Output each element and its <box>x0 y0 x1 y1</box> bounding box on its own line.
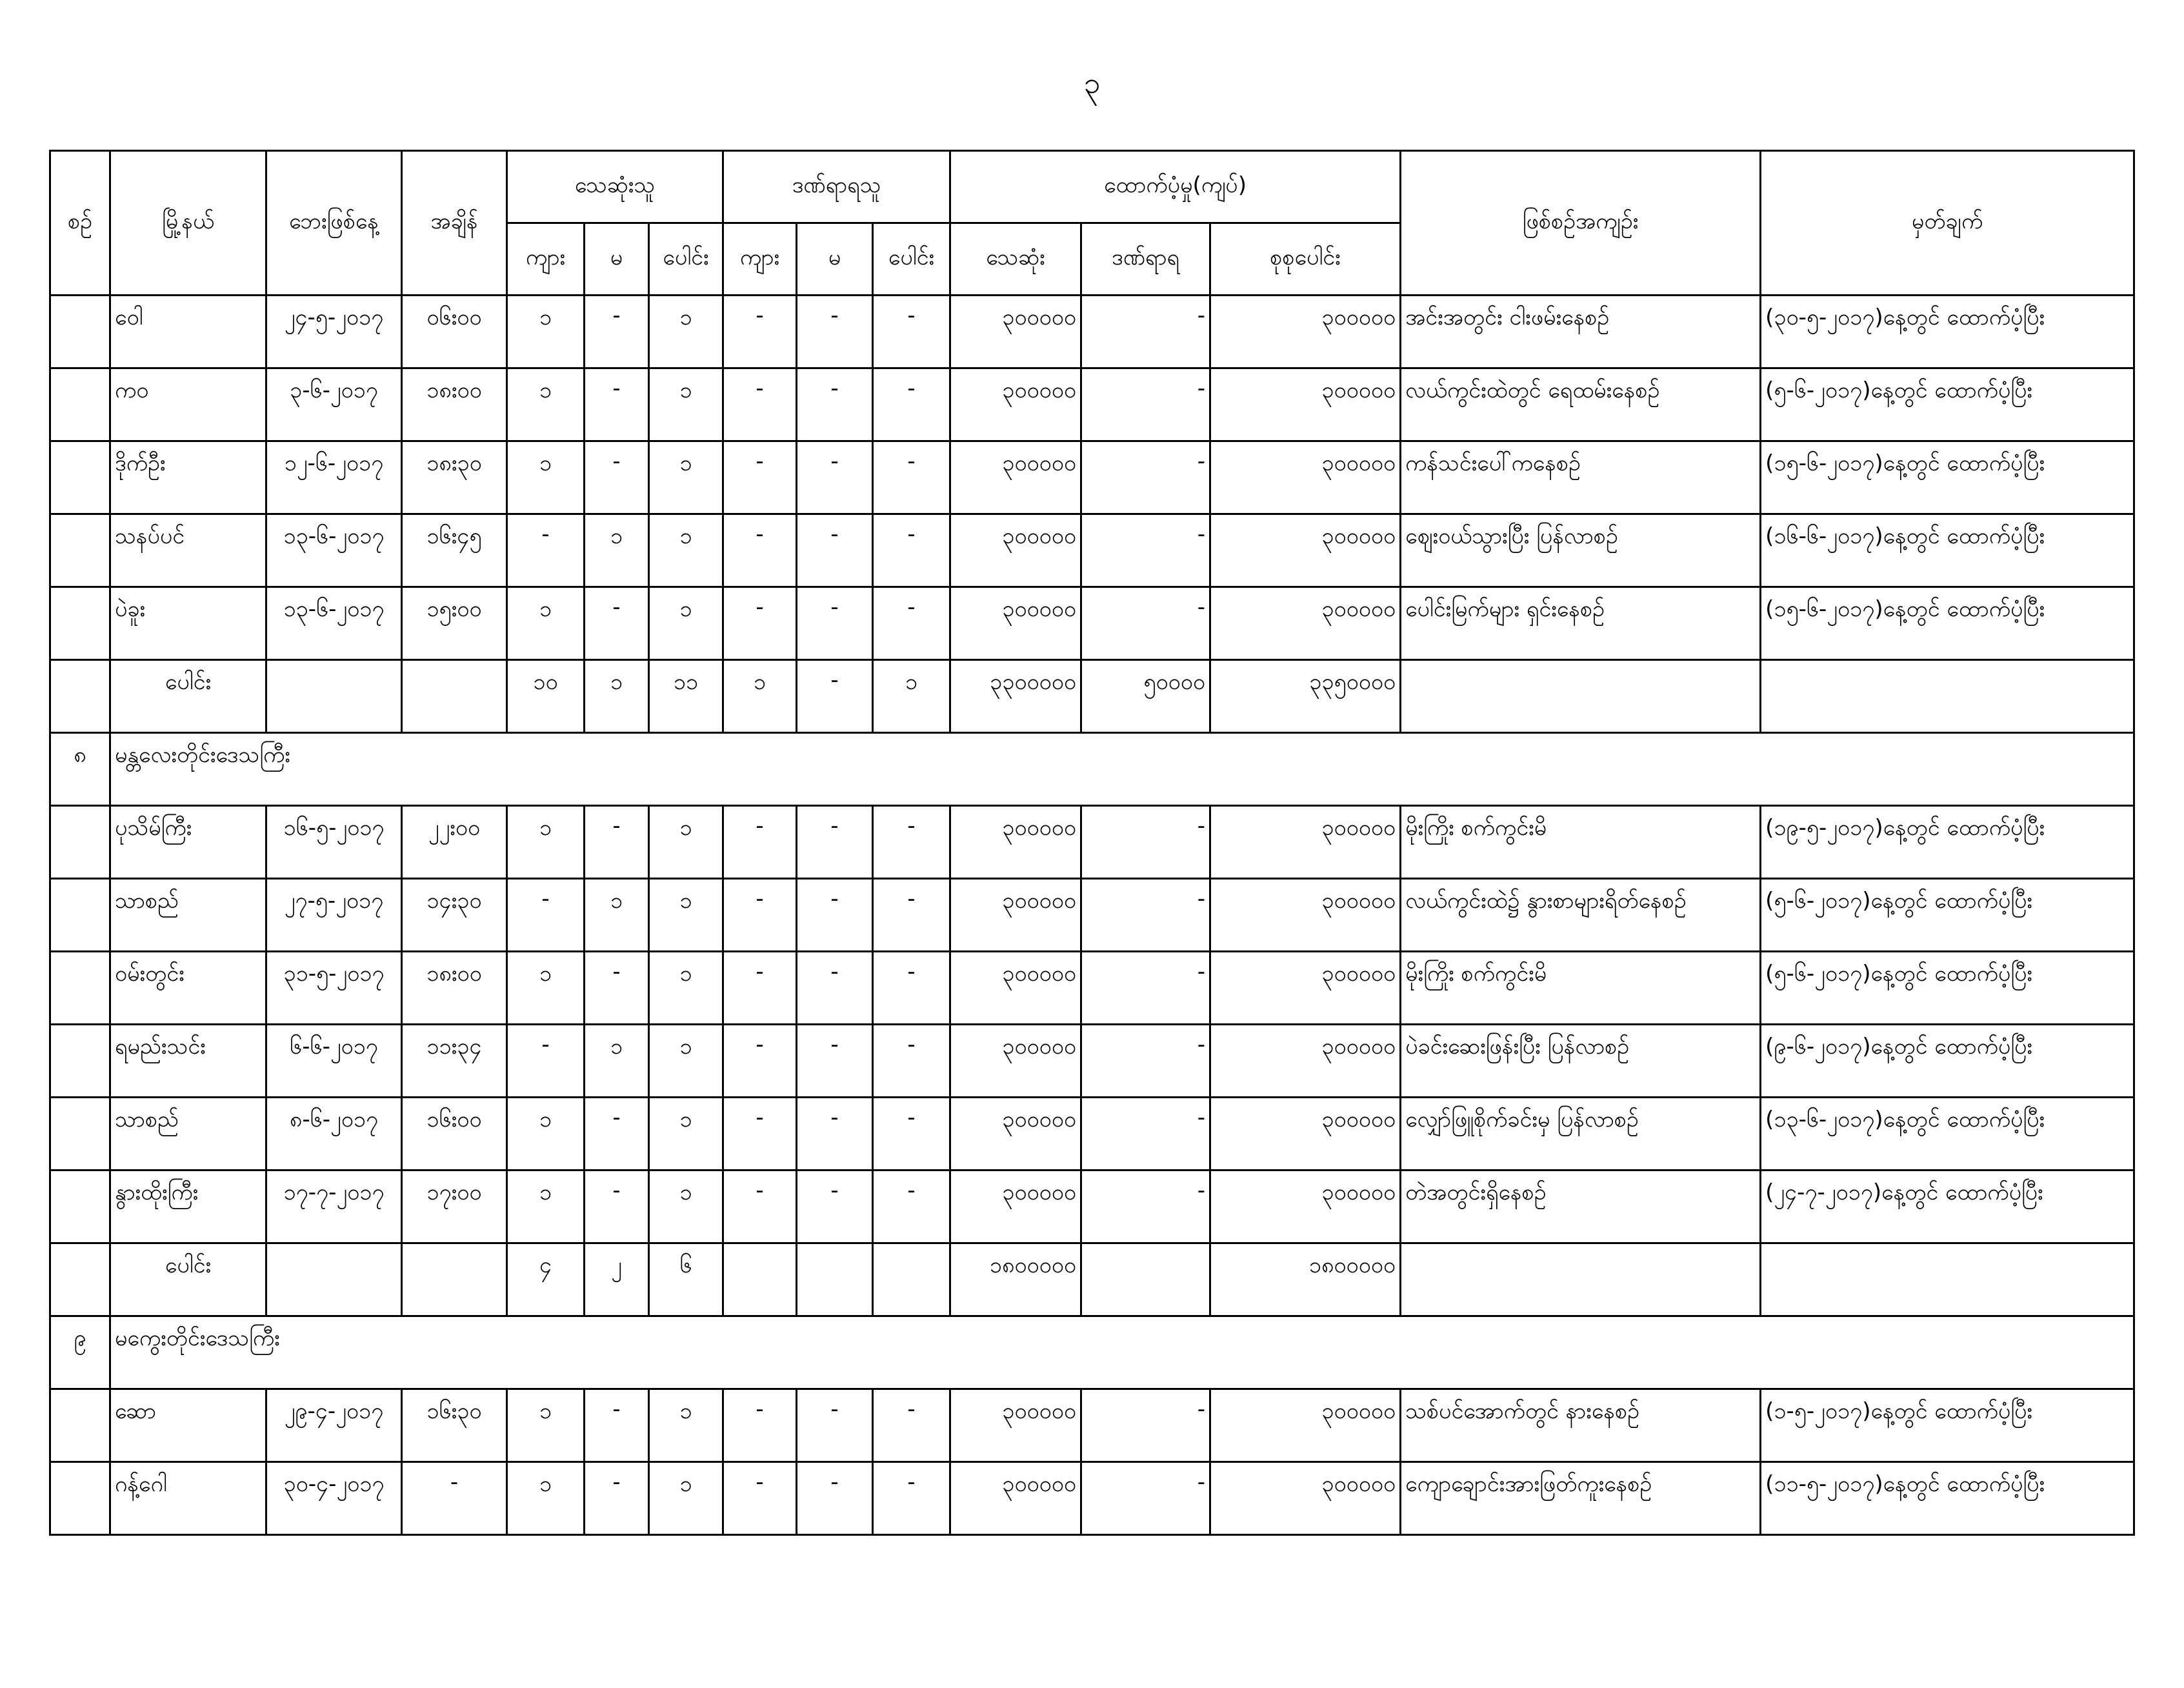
aid-total-cell: ၃၀၀၀၀၀ <box>1210 514 1401 587</box>
header-aid-total: စုစုပေါင်း <box>1210 223 1401 296</box>
aid-dead-total: ၁၈၀၀၀၀၀ <box>950 1243 1081 1316</box>
aid-dead-cell: ၃၀၀၀၀၀ <box>950 514 1081 587</box>
township-cell: ပုသိမ်ကြီး <box>110 806 266 879</box>
header-injured-female: မ <box>797 223 873 296</box>
injured-total-cell: - <box>873 1389 950 1462</box>
dead-total-cell: ၁ <box>649 368 723 441</box>
cause-cell: ဈေးဝယ်သွားပြီး ပြန်လာစဥ် <box>1401 514 1761 587</box>
header-dead-male: ကျား <box>507 223 585 296</box>
remark-cell <box>1761 1243 2134 1316</box>
injured-male-total <box>723 1243 797 1316</box>
time-cell: ၁၆း၀၀ <box>402 1098 507 1171</box>
date-cell <box>266 1243 402 1316</box>
date-cell: ၃၀-၄-၂၀၁၇ <box>266 1462 402 1535</box>
cause-cell: မိုးကြိုး စက်ကွင်းမိ <box>1401 952 1761 1025</box>
township-cell: သနပ်ပင် <box>110 514 266 587</box>
dead-total-cell: ၁ <box>649 1098 723 1171</box>
injured-female-cell: - <box>797 1462 873 1535</box>
header-cause: ဖြစ်စဥ်အကျဥ်း <box>1401 151 1761 296</box>
header-aid-injured: ဒဏ်ရာရ <box>1081 223 1210 296</box>
table-row <box>50 806 2134 879</box>
serial-cell <box>50 1462 110 1535</box>
aid-total-cell: ၃၀၀၀၀၀ <box>1210 952 1401 1025</box>
injured-male-cell: - <box>723 879 797 952</box>
injured-total-total: ၁ <box>873 660 950 733</box>
serial-cell <box>50 879 110 952</box>
serial-cell <box>50 296 110 368</box>
cause-cell: ကန်သင်းပေါ်ကနေစဥ် <box>1401 441 1761 514</box>
injured-male-cell: - <box>723 1462 797 1535</box>
date-cell: ၃၁-၅-၂၀၁၇ <box>266 952 402 1025</box>
remark-cell: (၁၆-၆-၂၀၁၇)နေ့တွင် ထောက်ပံ့ပြီး <box>1761 514 2134 587</box>
serial-cell <box>50 514 110 587</box>
serial-cell <box>50 1098 110 1171</box>
date-cell: ၃-၆-၂၀၁၇ <box>266 368 402 441</box>
township-cell: ဝေါ <box>110 296 266 368</box>
injured-female-cell: - <box>797 806 873 879</box>
header-serial: စဥ် <box>50 151 110 296</box>
township-cell: ဒိုက်ဦး <box>110 441 266 514</box>
injured-total-cell: - <box>873 806 950 879</box>
injured-male-cell: - <box>723 952 797 1025</box>
dead-female-total: ၂ <box>585 1243 649 1316</box>
township-cell: သာစည် <box>110 1098 266 1171</box>
injured-total-cell: - <box>873 952 950 1025</box>
injured-male-cell: - <box>723 1171 797 1243</box>
aid-injured-cell: - <box>1081 1171 1210 1243</box>
injured-male-cell: - <box>723 806 797 879</box>
table-row <box>50 879 2134 952</box>
remark-cell: (၅-၆-၂၀၁၇)နေ့တွင် ထောက်ပံ့ပြီး <box>1761 368 2134 441</box>
injured-female-cell: - <box>797 952 873 1025</box>
dead-female-cell: ၁ <box>585 1025 649 1098</box>
aid-dead-cell: ၃၀၀၀၀၀ <box>950 296 1081 368</box>
dead-total-cell: ၁ <box>649 879 723 952</box>
dead-female-cell: - <box>585 952 649 1025</box>
date-cell: ၁၃-၆-၂၀၁၇ <box>266 514 402 587</box>
remark-cell: (၅-၆-၂၀၁၇)နေ့တွင် ထောက်ပံ့ပြီး <box>1761 879 2134 952</box>
time-cell: ၁၄း၃၀ <box>402 879 507 952</box>
cause-cell: လယ်ကွင်းထဲ၌ နွားစာများရိတ်နေစဥ် <box>1401 879 1761 952</box>
serial-cell <box>50 806 110 879</box>
aid-dead-cell: ၃၀၀၀၀၀ <box>950 806 1081 879</box>
aid-injured-cell: - <box>1081 368 1210 441</box>
injured-total-cell: - <box>873 879 950 952</box>
header-dead-total: ပေါင်း <box>649 223 723 296</box>
region-header-row <box>50 1316 2134 1389</box>
dead-female-cell: - <box>585 806 649 879</box>
date-cell: ၂၄-၅-၂၀၁၇ <box>266 296 402 368</box>
injured-total-total <box>873 1243 950 1316</box>
aid-dead-cell: ၃၀၀၀၀၀ <box>950 587 1081 660</box>
aid-injured-cell: - <box>1081 879 1210 952</box>
date-cell: ၁၃-၆-၂၀၁၇ <box>266 587 402 660</box>
dead-female-cell: - <box>585 441 649 514</box>
page-number: ၃ <box>1083 65 1101 100</box>
township-cell: ဂန့်ဂေါ <box>110 1462 266 1535</box>
dead-female-cell: - <box>585 296 649 368</box>
aid-dead-cell: ၃၀၀၀၀၀ <box>950 441 1081 514</box>
aid-dead-cell: ၃၀၀၀၀၀ <box>950 1098 1081 1171</box>
time-cell <box>402 660 507 733</box>
date-cell: ၁၇-၇-၂၀၁၇ <box>266 1171 402 1243</box>
table-row <box>50 952 2134 1025</box>
header-date: ဘေးဖြစ်နေ့ <box>266 151 402 296</box>
table-row <box>50 1462 2134 1535</box>
dead-total-cell: ၁ <box>649 441 723 514</box>
injured-male-cell: - <box>723 368 797 441</box>
injured-male-cell: - <box>723 1389 797 1462</box>
date-cell: ၂၇-၅-၂၀၁၇ <box>266 879 402 952</box>
aid-total-cell: ၃၀၀၀၀၀ <box>1210 296 1401 368</box>
dead-female-cell: - <box>585 368 649 441</box>
injured-total-cell: - <box>873 368 950 441</box>
remark-cell: (၁၁-၅-၂၀၁၇)နေ့တွင် ထောက်ပံ့ပြီး <box>1761 1462 2134 1535</box>
dead-total-total: ၁၁ <box>649 660 723 733</box>
aid-total-cell: ၃၀၀၀၀၀ <box>1210 1025 1401 1098</box>
time-cell <box>402 1243 507 1316</box>
dead-male-cell: ၁ <box>507 806 585 879</box>
remark-cell: (၁၃-၆-၂၀၁၇)နေ့တွင် ထောက်ပံ့ပြီး <box>1761 1098 2134 1171</box>
cause-cell: ကျောချောင်းအားဖြတ်ကူးနေစဥ် <box>1401 1462 1761 1535</box>
disaster-report-table <box>49 150 2135 1536</box>
serial-cell <box>50 587 110 660</box>
cause-cell: လျှော်ဖြူစိုက်ခင်းမှ ပြန်လာစဥ် <box>1401 1098 1761 1171</box>
table-row <box>50 296 2134 368</box>
injured-female-cell: - <box>797 441 873 514</box>
dead-male-cell: ၁ <box>507 587 585 660</box>
township-cell: ဝမ်းတွင်း <box>110 952 266 1025</box>
date-cell: ၈-၆-၂၀၁၇ <box>266 1098 402 1171</box>
table-row <box>50 587 2134 660</box>
table-row <box>50 1025 2134 1098</box>
injured-male-cell: - <box>723 514 797 587</box>
aid-injured-cell: - <box>1081 514 1210 587</box>
dead-male-cell: ၁ <box>507 1098 585 1171</box>
date-cell <box>266 660 402 733</box>
table-row <box>50 441 2134 514</box>
time-cell: ၂၂း၀၀ <box>402 806 507 879</box>
remark-cell: (၉-၆-၂၀၁၇)နေ့တွင် ထောက်ပံ့ပြီး <box>1761 1025 2134 1098</box>
injured-male-cell: - <box>723 296 797 368</box>
remark-cell: (၁-၅-၂၀၁၇)နေ့တွင် ထောက်ပံ့ပြီး <box>1761 1389 2134 1462</box>
time-cell: ၁၈း၃၀ <box>402 441 507 514</box>
injured-female-cell: - <box>797 514 873 587</box>
cause-cell: တဲအတွင်းရှိနေစဥ် <box>1401 1171 1761 1243</box>
dead-female-cell: - <box>585 1098 649 1171</box>
dead-total-cell: ၁ <box>649 1462 723 1535</box>
remark-cell <box>1761 660 2134 733</box>
township-cell: နွားထိုးကြီး <box>110 1171 266 1243</box>
remark-cell: (၁၅-၆-၂၀၁၇)နေ့တွင် ထောက်ပံ့ပြီး <box>1761 441 2134 514</box>
header-injured: ဒဏ်ရာရသူ <box>723 151 950 223</box>
header-township: မြို့နယ် <box>110 151 266 296</box>
header-aid-dead: သေဆုံး <box>950 223 1081 296</box>
time-cell: ၁၁း၃၄ <box>402 1025 507 1098</box>
dead-male-cell: ၁ <box>507 952 585 1025</box>
aid-dead-total: ၃၃၀၀၀၀၀ <box>950 660 1081 733</box>
table-body <box>50 296 2134 1535</box>
aid-injured-cell: - <box>1081 587 1210 660</box>
remark-cell: (၅-၆-၂၀၁၇)နေ့တွင် ထောက်ပံ့ပြီး <box>1761 952 2134 1025</box>
time-cell: ၁၆း၃၀ <box>402 1389 507 1462</box>
injured-male-cell: - <box>723 587 797 660</box>
serial-cell <box>50 1243 110 1316</box>
serial-cell <box>50 1171 110 1243</box>
aid-dead-cell: ၃၀၀၀၀၀ <box>950 368 1081 441</box>
injured-total-cell: - <box>873 514 950 587</box>
dead-total-cell: ၁ <box>649 514 723 587</box>
injured-female-cell: - <box>797 296 873 368</box>
injured-female-cell: - <box>797 1171 873 1243</box>
injured-total-cell: - <box>873 587 950 660</box>
cause-cell: သစ်ပင်အောက်တွင် နားနေစဥ် <box>1401 1389 1761 1462</box>
aid-grand-total: ၃၃၅၀၀၀၀ <box>1210 660 1401 733</box>
aid-total-cell: ၃၀၀၀၀၀ <box>1210 806 1401 879</box>
dead-female-cell: ၁ <box>585 879 649 952</box>
dead-total-cell: ၁ <box>649 296 723 368</box>
total-label: ပေါင်း <box>110 1243 266 1316</box>
date-cell: ၁၆-၅-၂၀၁၇ <box>266 806 402 879</box>
region-number: ၈ <box>50 733 110 806</box>
aid-total-cell: ၃၀၀၀၀၀ <box>1210 1462 1401 1535</box>
remark-cell: (၁၉-၅-၂၀၁၇)နေ့တွင် ထောက်ပံ့ပြီး <box>1761 806 2134 879</box>
header-injured-total: ပေါင်း <box>873 223 950 296</box>
serial-cell <box>50 368 110 441</box>
injured-female-cell: - <box>797 1025 873 1098</box>
aid-dead-cell: ၃၀၀၀၀၀ <box>950 952 1081 1025</box>
serial-cell <box>50 1389 110 1462</box>
injured-total-cell: - <box>873 441 950 514</box>
aid-injured-cell: - <box>1081 1462 1210 1535</box>
region-header-row <box>50 733 2134 806</box>
header-dead: သေဆုံးသူ <box>507 151 723 223</box>
injured-male-total: ၁ <box>723 660 797 733</box>
aid-total-cell: ၃၀၀၀၀၀ <box>1210 587 1401 660</box>
aid-injured-cell: - <box>1081 1098 1210 1171</box>
time-cell: - <box>402 1462 507 1535</box>
dead-total-total: ၆ <box>649 1243 723 1316</box>
dead-male-cell: - <box>507 1025 585 1098</box>
cause-cell: မိုးကြိုး စက်ကွင်းမိ <box>1401 806 1761 879</box>
cause-cell: ပဲခင်းဆေးဖြန်းပြီး ပြန်လာစဥ် <box>1401 1025 1761 1098</box>
cause-cell: လယ်ကွင်းထဲတွင် ရေထမ်းနေစဥ် <box>1401 368 1761 441</box>
remark-cell: (၂၄-၇-၂၀၁၇)နေ့တွင် ထောက်ပံ့ပြီး <box>1761 1171 2134 1243</box>
total-label: ပေါင်း <box>110 660 266 733</box>
township-cell: သာစည် <box>110 879 266 952</box>
injured-total-cell: - <box>873 1171 950 1243</box>
aid-total-cell: ၃၀၀၀၀၀ <box>1210 1171 1401 1243</box>
table-row <box>50 368 2134 441</box>
dead-total-cell: ၁ <box>649 1389 723 1462</box>
aid-injured-cell: - <box>1081 296 1210 368</box>
cause-cell: ပေါင်းမြက်များ ရှင်းနေစဥ် <box>1401 587 1761 660</box>
region-name: မကွေးတိုင်းဒေသကြီး <box>110 1316 2134 1389</box>
injured-male-cell: - <box>723 1098 797 1171</box>
time-cell: ၁၇း၀၀ <box>402 1171 507 1243</box>
time-cell: ၁၅း၀၀ <box>402 587 507 660</box>
dead-male-cell: ၁ <box>507 296 585 368</box>
injured-male-cell: - <box>723 441 797 514</box>
aid-grand-total: ၁၈၀၀၀၀၀ <box>1210 1243 1401 1316</box>
dead-total-cell: ၁ <box>649 1025 723 1098</box>
dead-total-cell: ၁ <box>649 806 723 879</box>
dead-female-cell: - <box>585 1171 649 1243</box>
township-cell: ပဲခူး <box>110 587 266 660</box>
injured-female-cell: - <box>797 368 873 441</box>
dead-total-cell: ၁ <box>649 952 723 1025</box>
aid-dead-cell: ၃၀၀၀၀၀ <box>950 1025 1081 1098</box>
time-cell: ၁၈း၀၀ <box>402 368 507 441</box>
dead-male-cell: ၁ <box>507 1389 585 1462</box>
region-name: မန္တလေးတိုင်းဒေသကြီး <box>110 733 2134 806</box>
injured-female-cell: - <box>797 1098 873 1171</box>
serial-cell <box>50 660 110 733</box>
injured-total-cell: - <box>873 1025 950 1098</box>
date-cell: ၁၂-၆-၂၀၁၇ <box>266 441 402 514</box>
table-row <box>50 1389 2134 1462</box>
injured-female-total <box>797 1243 873 1316</box>
dead-male-cell: - <box>507 514 585 587</box>
dead-total-cell: ၁ <box>649 1171 723 1243</box>
aid-dead-cell: ၃၀၀၀၀၀ <box>950 1389 1081 1462</box>
aid-injured-cell: - <box>1081 1389 1210 1462</box>
dead-male-cell: ၁ <box>507 1462 585 1535</box>
injured-male-cell: - <box>723 1025 797 1098</box>
aid-total-cell: ၃၀၀၀၀၀ <box>1210 1389 1401 1462</box>
dead-male-total: ၄ <box>507 1243 585 1316</box>
header-remark: မှတ်ချက် <box>1761 151 2134 296</box>
dead-male-cell: ၁ <box>507 368 585 441</box>
cause-cell <box>1401 1243 1761 1316</box>
injured-total-cell: - <box>873 296 950 368</box>
subtotal-row <box>50 660 2134 733</box>
region-number: ၉ <box>50 1316 110 1389</box>
subtotal-row <box>50 1243 2134 1316</box>
date-cell: ၆-၆-၂၀၁၇ <box>266 1025 402 1098</box>
table-row <box>50 1171 2134 1243</box>
date-cell: ၂၉-၄-၂၀၁၇ <box>266 1389 402 1462</box>
aid-total-cell: ၃၀၀၀၀၀ <box>1210 879 1401 952</box>
aid-injured-cell: - <box>1081 1025 1210 1098</box>
aid-injured-cell: - <box>1081 952 1210 1025</box>
dead-female-cell: - <box>585 1389 649 1462</box>
aid-dead-cell: ၃၀၀၀၀၀ <box>950 1171 1081 1243</box>
remark-cell: (၃၀-၅-၂၀၁၇)နေ့တွင် ထောက်ပံ့ပြီး <box>1761 296 2134 368</box>
time-cell: ၀၆း၀၀ <box>402 296 507 368</box>
table-row <box>50 1098 2134 1171</box>
dead-male-total: ၁၀ <box>507 660 585 733</box>
remark-cell: (၁၅-၆-၂၀၁၇)နေ့တွင် ထောက်ပံ့ပြီး <box>1761 587 2134 660</box>
header-dead-female: မ <box>585 223 649 296</box>
injured-total-cell: - <box>873 1462 950 1535</box>
header-time: အချိန် <box>402 151 507 296</box>
township-cell: ဆော <box>110 1389 266 1462</box>
cause-cell <box>1401 660 1761 733</box>
injured-female-cell: - <box>797 879 873 952</box>
aid-total-cell: ၃၀၀၀၀၀ <box>1210 441 1401 514</box>
dead-female-cell: ၁ <box>585 514 649 587</box>
cause-cell: အင်းအတွင်း ငါးဖမ်းနေစဥ် <box>1401 296 1761 368</box>
serial-cell <box>50 1025 110 1098</box>
injured-female-cell: - <box>797 1389 873 1462</box>
aid-total-cell: ၃၀၀၀၀၀ <box>1210 1098 1401 1171</box>
injured-total-cell: - <box>873 1098 950 1171</box>
aid-injured-total <box>1081 1243 1210 1316</box>
dead-total-cell: ၁ <box>649 587 723 660</box>
dead-female-total: ၁ <box>585 660 649 733</box>
time-cell: ၁၈း၀၀ <box>402 952 507 1025</box>
header-aid: ထောက်ပံ့မှု(ကျပ်) <box>950 151 1401 223</box>
dead-male-cell: ၁ <box>507 1171 585 1243</box>
dead-female-cell: - <box>585 1462 649 1535</box>
aid-injured-cell: - <box>1081 806 1210 879</box>
dead-male-cell: ၁ <box>507 441 585 514</box>
injured-female-total: - <box>797 660 873 733</box>
time-cell: ၁၆း၄၅ <box>402 514 507 587</box>
serial-cell <box>50 441 110 514</box>
dead-male-cell: - <box>507 879 585 952</box>
injured-female-cell: - <box>797 587 873 660</box>
township-cell: ကဝ <box>110 368 266 441</box>
aid-total-cell: ၃၀၀၀၀၀ <box>1210 368 1401 441</box>
table-row <box>50 514 2134 587</box>
township-cell: ရမည်းသင်း <box>110 1025 266 1098</box>
aid-dead-cell: ၃၀၀၀၀၀ <box>950 1462 1081 1535</box>
aid-injured-cell: - <box>1081 441 1210 514</box>
header-injured-male: ကျား <box>723 223 797 296</box>
dead-female-cell: - <box>585 587 649 660</box>
aid-dead-cell: ၃၀၀၀၀၀ <box>950 879 1081 952</box>
aid-injured-total: ၅၀၀၀၀ <box>1081 660 1210 733</box>
serial-cell <box>50 952 110 1025</box>
table-header <box>50 151 2134 296</box>
